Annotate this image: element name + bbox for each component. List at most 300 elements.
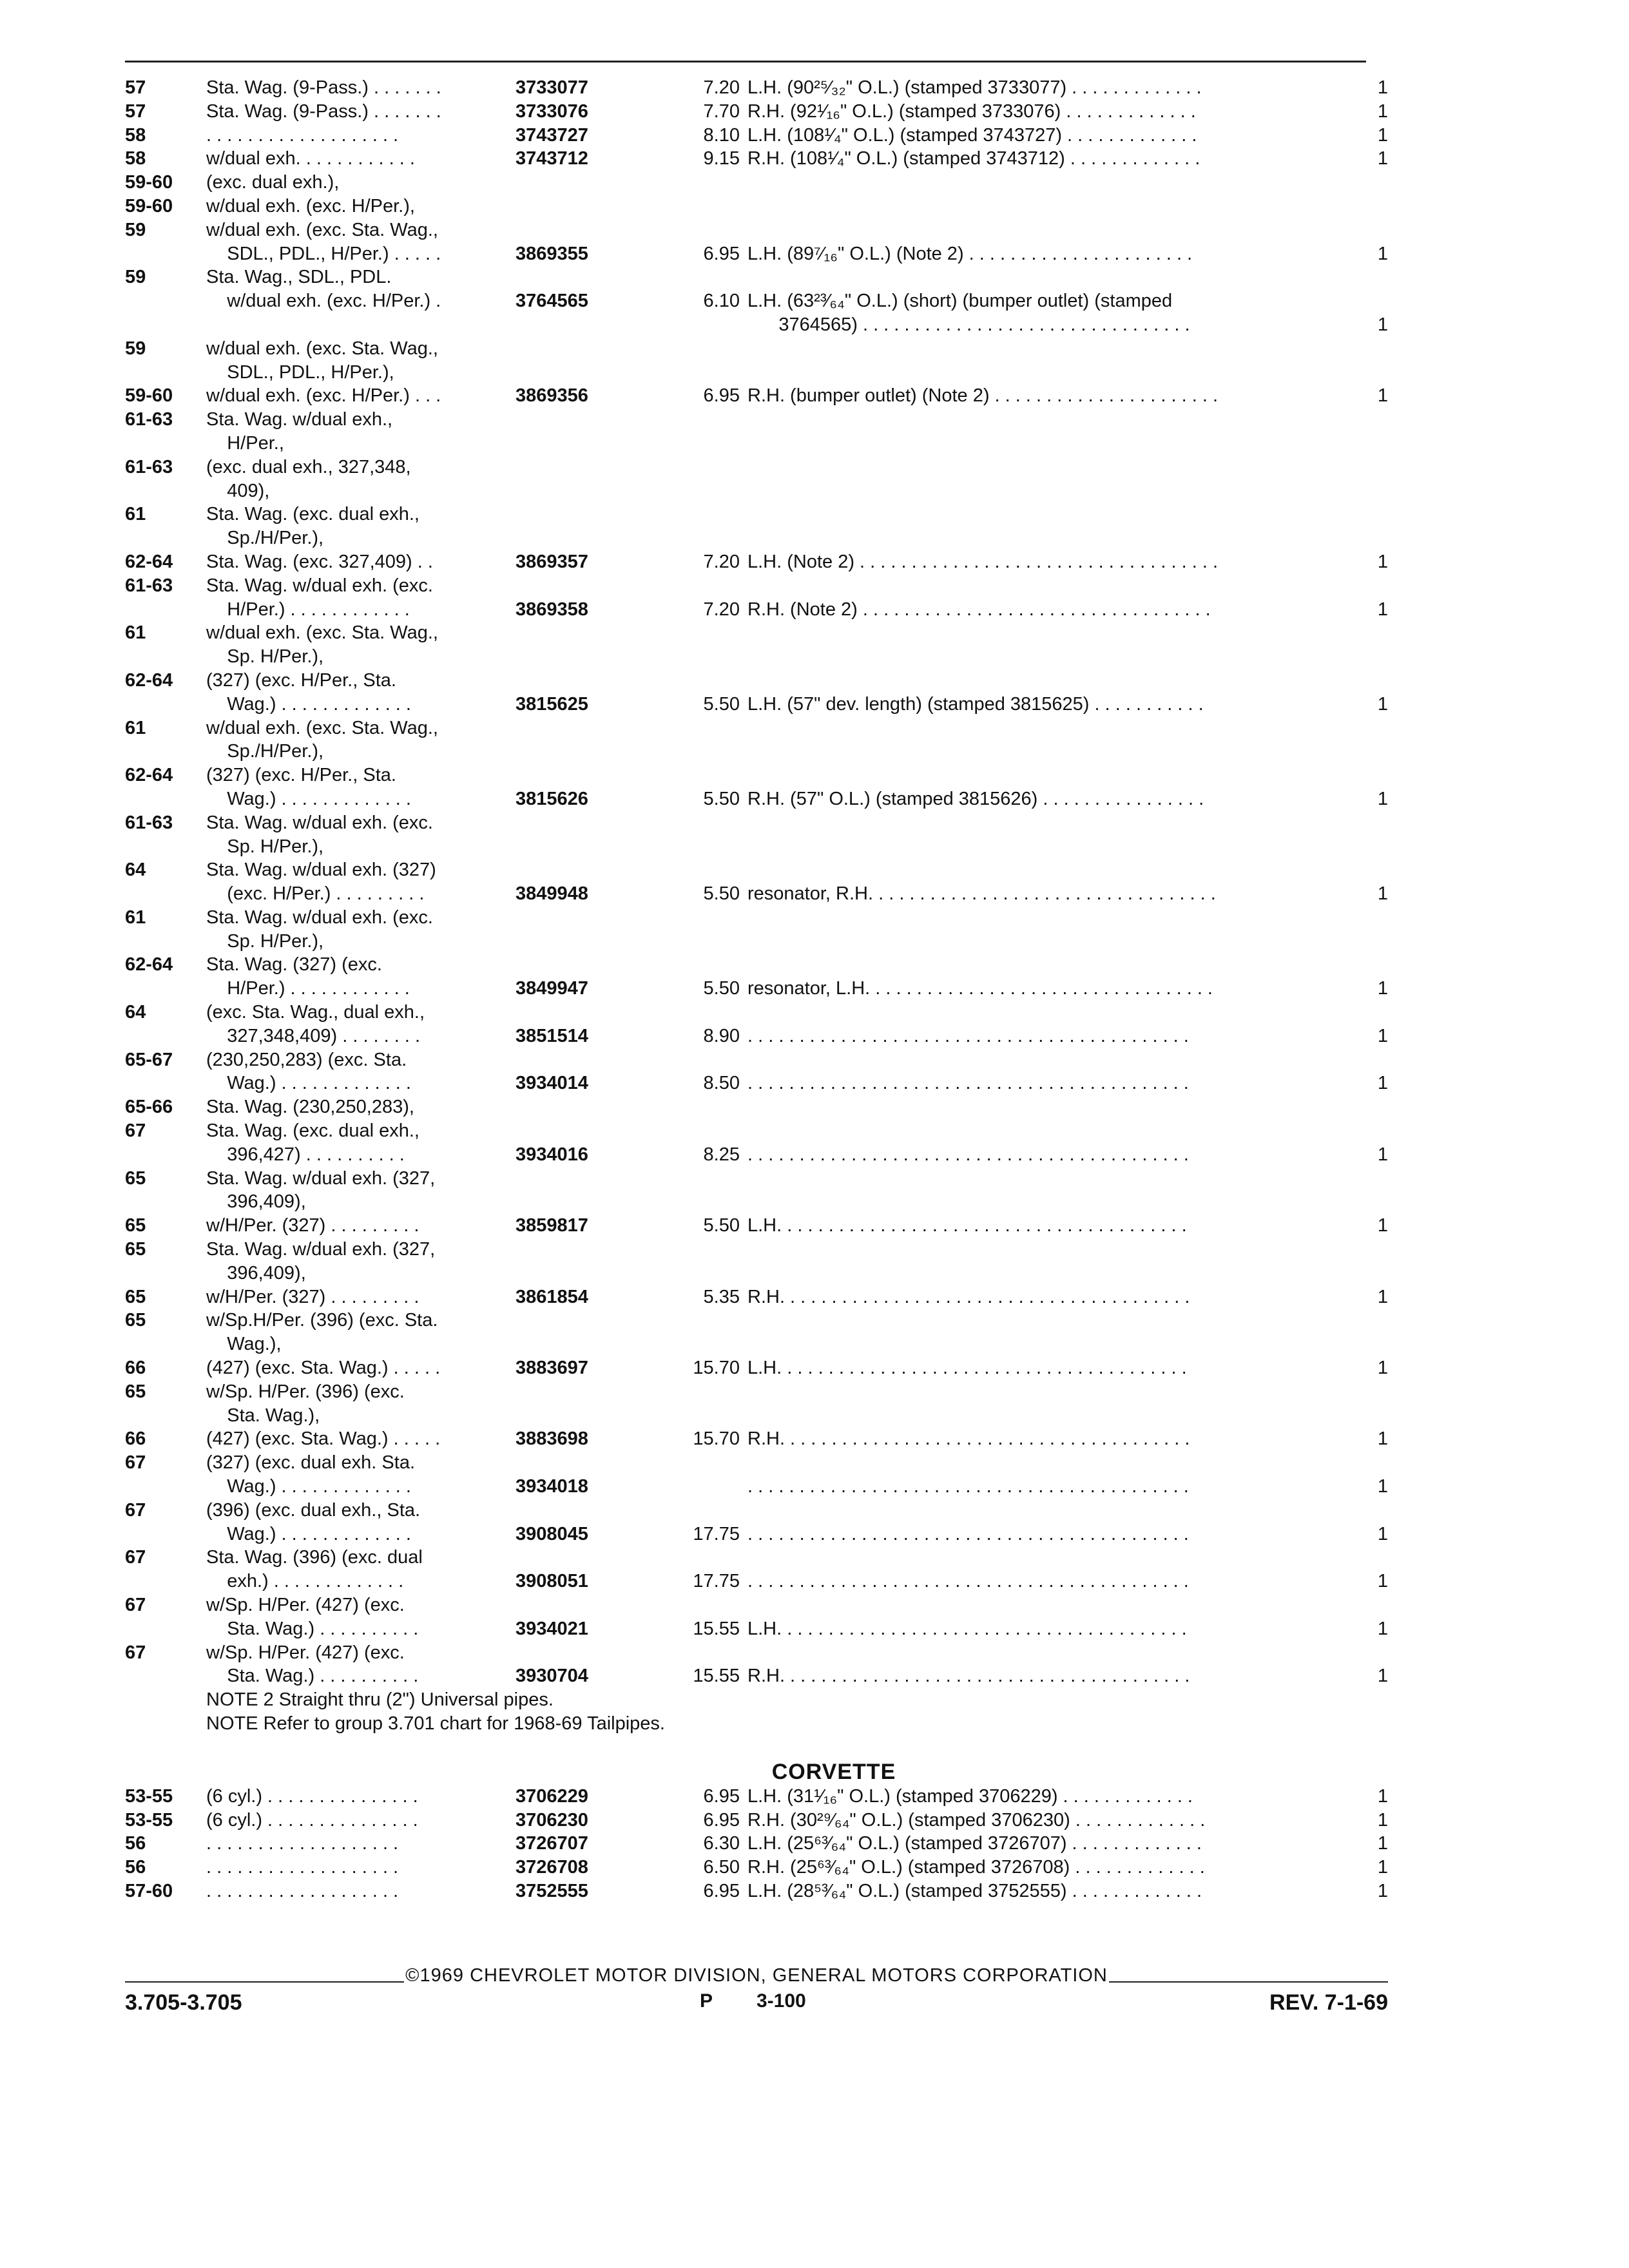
price-cell [644,906,747,930]
model-cell: Sp. H/Per.), [206,646,324,668]
part-number-cell: 3861854 [516,1286,588,1307]
table-row [125,503,1388,526]
price-cell: 7.70 [703,101,740,122]
table-row [125,835,1388,859]
quantity-cell: 1 [1377,1025,1388,1046]
table-row [125,1238,1388,1262]
year-cell [125,432,206,456]
table-row [125,171,1388,195]
price-cell [644,1262,747,1285]
quantity-cell [1366,526,1388,550]
description-cell [747,1119,1366,1143]
model-cell: H/Per.) . . . . . . . . . . . . [206,599,410,620]
description-cell: R.H. . . . . . . . . . . . . . . . . . . . . . . . . . . . . . . . . . . . . . . . [747,1428,1190,1450]
price-cell [644,265,747,289]
year-cell: 57-60 [125,1880,173,1901]
description-cell [747,764,1366,787]
description-cell [747,503,1366,526]
table-row [125,526,1388,550]
table-row [125,1617,1388,1641]
description-cell: . . . . . . . . . . . . . . . . . . . . . . . . . . . . . . . . . . . . . . . . . . . [747,1523,1189,1544]
quantity-cell [1366,1095,1388,1119]
year-cell [125,313,206,337]
part-number-cell [516,1499,644,1523]
part-number-cell: 3706230 [516,1809,588,1831]
table-row [125,669,1388,693]
model-cell: (6 cyl.) . . . . . . . . . . . . . . . [206,1809,418,1831]
price-cell: 17.75 [693,1523,740,1544]
year-cell [125,1664,206,1688]
model-cell: w/Sp.H/Per. (396) (exc. Sta. [206,1310,438,1331]
price-cell [644,503,747,526]
part-number-cell [516,1095,644,1119]
description-cell [747,195,1366,218]
price-cell [644,1001,747,1024]
part-number-cell [516,930,644,954]
price-cell [644,1167,747,1191]
model-cell: Sta. Wag. (230,250,283), [206,1097,414,1118]
description-cell [747,1238,1366,1262]
table-row [125,1570,1388,1593]
quantity-cell [1366,930,1388,954]
year-cell: 56 [125,1857,146,1878]
part-number-cell [516,503,644,526]
table-row [125,265,1388,289]
quantity-cell [1366,740,1388,764]
quantity-cell [1366,716,1388,740]
year-cell [125,1190,206,1214]
price-cell: 8.10 [703,124,740,146]
description-cell [747,953,1366,977]
part-number-cell [516,621,644,645]
year-cell [125,479,206,503]
description-cell: L.H. (89⁷⁄₁₆" O.L.) (Note 2) . . . . . . . . . . . . . . . . . . . . . . [747,243,1193,264]
model-cell: 327,348,409) . . . . . . . . [206,1025,421,1046]
part-number-cell: 3815625 [516,693,588,715]
quantity-cell: 1 [1377,1428,1388,1450]
year-cell: 66 [125,1428,146,1450]
description-cell: . . . . . . . . . . . . . . . . . . . . . . . . . . . . . . . . . . . . . . . . . . . [747,1144,1189,1165]
quantity-cell [1366,337,1388,361]
description-cell: L.H. . . . . . . . . . . . . . . . . . . . . . . . . . . . . . . . . . . . . . . . [747,1618,1187,1639]
model-cell: (396) (exc. dual exh., Sta. [206,1499,421,1521]
part-number-cell: 3908051 [516,1571,588,1592]
model-cell: (exc. dual exh., 327,348, [206,456,411,477]
table-row [125,1262,1388,1285]
quantity-cell [1366,764,1388,787]
quantity-cell: 1 [1377,243,1388,264]
model-cell: . . . . . . . . . . . . . . . . . . . [206,1880,399,1901]
quantity-cell: 1 [1377,1857,1388,1878]
price-cell [644,526,747,550]
part-number-cell [516,835,644,859]
price-cell: 7.20 [703,599,740,620]
part-number-cell [516,764,644,787]
quantity-cell [1366,1593,1388,1617]
table-row [125,1641,1388,1665]
table-row [125,1475,1388,1499]
part-number-cell [516,1262,644,1285]
table-row [125,693,1388,716]
model-cell: Wag.) . . . . . . . . . . . . . [206,1476,411,1497]
part-number-cell [516,195,644,218]
price-cell: 6.95 [703,243,740,264]
model-cell: SDL., PDL., H/Per.) . . . . . [206,243,441,264]
part-number-cell [516,1238,644,1262]
year-cell: 57 [125,77,146,98]
description-cell [747,1309,1366,1332]
price-cell [644,716,747,740]
model-cell: (exc. dual exh.), [206,172,340,193]
part-number-cell: 3908045 [516,1523,588,1544]
table-row [125,1879,1388,1903]
model-cell: (6 cyl.) . . . . . . . . . . . . . . . [206,1785,418,1807]
quantity-cell: 1 [1377,1523,1388,1544]
description-cell [747,669,1366,693]
model-cell: . . . . . . . . . . . . . . . . . . . [206,1857,399,1878]
description-cell: . . . . . . . . . . . . . . . . . . . . . . . . . . . . . . . . . . . . . . . . . . . [747,1073,1189,1094]
year-cell: 62-64 [125,669,173,691]
footer-rule-right [1109,1981,1388,1983]
part-number-cell [516,1641,644,1665]
quantity-cell [1366,432,1388,456]
description-cell: R.H. (30²⁹⁄₆₄" O.L.) (stamped 3706230) . . . . . . . . . . . . . [747,1809,1206,1831]
description-cell [747,858,1366,882]
table-row [125,1309,1388,1332]
description-cell [747,574,1366,598]
price-cell: 5.50 [703,693,740,715]
model-cell: Sta. Wag. w/dual exh., [206,409,393,430]
year-cell [125,882,206,906]
table-row [125,977,1388,1001]
part-number-cell [516,1048,644,1072]
part-number-cell [516,1332,644,1356]
description-cell: R.H. . . . . . . . . . . . . . . . . . . . . . . . . . . . . . . . . . . . . . . . [747,1286,1190,1307]
price-cell: 15.55 [693,1618,740,1639]
part-number-cell [516,1593,644,1617]
model-cell: w/dual exh. (exc. Sta. Wag., [206,622,438,644]
part-number-cell: 3851514 [516,1025,588,1046]
price-cell [644,835,747,859]
table-row [125,930,1388,954]
year-cell: 56 [125,1833,146,1854]
price-cell: 17.75 [693,1571,740,1592]
description-cell: L.H. (Note 2) . . . . . . . . . . . . . . . . . . . . . . . . . . . . . . . . . . . [747,551,1218,572]
description-cell: R.H. (Note 2) . . . . . . . . . . . . . . . . . . . . . . . . . . . . . . . . . . [747,599,1211,620]
part-number-cell [516,645,644,669]
price-cell [644,858,747,882]
description-cell [747,1167,1366,1191]
quantity-cell: 1 [1377,1286,1388,1307]
year-cell: 62-64 [125,551,173,572]
quantity-cell [1366,953,1388,977]
group-number: 3.705-3.705 [125,1990,242,2015]
model-cell: w/H/Per. (327) . . . . . . . . . [206,1286,419,1307]
table-row [125,1167,1388,1191]
model-cell: Sta. Wag. w/dual exh. (327) [206,860,436,881]
quantity-cell: 1 [1377,1571,1388,1592]
year-cell: 65 [125,1168,146,1189]
part-number-cell: 3764565 [516,291,588,312]
note-row [125,1688,1388,1712]
table-row [125,1356,1388,1380]
quantity-cell: 1 [1377,693,1388,715]
quantity-cell: 1 [1377,148,1388,169]
description-cell [747,645,1366,669]
description-cell [747,456,1366,479]
part-number-cell: 3849947 [516,978,588,999]
table-row [125,432,1388,456]
year-cell [125,1617,206,1641]
model-cell: 396,427) . . . . . . . . . . [206,1144,405,1165]
part-number-cell [516,574,644,598]
table-row [125,479,1388,503]
description-cell: L.H. (57" dev. length) (stamped 3815625) . . . . . . . . . . . [747,693,1204,715]
table-row [125,242,1388,266]
price-cell [644,1380,747,1404]
year-cell: 61-63 [125,456,173,477]
year-cell: 64 [125,860,146,881]
table-row [125,1809,1388,1832]
quantity-cell [1366,858,1388,882]
quantity-cell [1366,408,1388,432]
year-cell: 53-55 [125,1809,173,1831]
table-row [125,882,1388,906]
part-number-cell: 3752555 [516,1880,588,1901]
model-cell: w/dual exh. . . . . . . . . . . . [206,148,415,169]
parts-table [125,76,1388,1903]
description-cell [747,811,1366,835]
quantity-cell [1366,289,1388,313]
description-cell: R.H. (57" O.L.) (stamped 3815626) . . . . . . . . . . . . . . . . [747,788,1204,809]
quantity-cell [1366,1048,1388,1072]
description-cell: R.H. . . . . . . . . . . . . . . . . . . . . . . . . . . . . . . . . . . . . . . . [747,1666,1190,1687]
table-row [125,1856,1388,1879]
quantity-cell [1366,811,1388,835]
part-number-cell [516,669,644,693]
year-cell: 65 [125,1239,146,1260]
description-cell [747,479,1366,503]
part-number-cell: 3733077 [516,77,588,98]
model-cell: Sta. Wag. (9-Pass.) . . . . . . . [206,77,441,98]
model-cell: Sta. Wag. w/dual exh. (exc. [206,907,433,928]
table-row [125,787,1388,811]
table-row [125,313,1388,337]
price-cell: 6.95 [703,1785,740,1807]
description-cell [747,1451,1366,1475]
description-cell [747,1641,1366,1665]
part-number-cell [516,1546,644,1570]
description-cell: L.H. (28⁵³⁄₆₄" O.L.) (stamped 3752555) . . . . . . . . . . . . . [747,1880,1202,1901]
year-cell: 61-63 [125,409,173,430]
year-cell: 53-55 [125,1785,173,1807]
part-number-cell [516,361,644,385]
part-number-cell: 3883698 [516,1428,588,1450]
copyright: ©1969 CHEVROLET MOTOR DIVISION, GENERAL MOTORS CORPORATION [405,1965,1108,1986]
model-cell: Sta. Wag. w/dual exh. (327, [206,1168,436,1189]
quantity-cell: 1 [1377,385,1388,407]
price-cell [644,1309,747,1332]
price-cell [644,432,747,456]
table-row [125,337,1388,361]
quantity-cell [1366,171,1388,195]
price-cell [644,1190,747,1214]
table-row [125,1499,1388,1523]
quantity-cell: 1 [1377,101,1388,122]
year-cell: 59-60 [125,385,173,407]
quantity-cell [1366,1641,1388,1665]
price-cell [644,479,747,503]
quantity-cell: 1 [1377,1666,1388,1687]
model-cell: w/Sp. H/Per. (427) (exc. [206,1642,405,1663]
price-cell [644,313,747,337]
note-refer: NOTE Refer to group 3.701 chart for 1968-69 Tailpipes. [206,1713,665,1734]
table-row [125,1546,1388,1570]
model-cell: Sta. Wag.), [206,1405,320,1426]
part-number-cell [516,337,644,361]
model-cell: Sta. Wag. (exc. 327,409) . . [206,551,433,572]
part-number-cell: 3869358 [516,599,588,620]
model-cell: Sta. Wag. (9-Pass.) . . . . . . . [206,101,441,122]
description-cell [747,337,1366,361]
quantity-cell: 1 [1377,314,1388,335]
quantity-cell [1366,621,1388,645]
description-cell [747,835,1366,859]
description-cell: L.H. (108¹⁄₄" O.L.) (stamped 3743727) . . . . . . . . . . . . . [747,124,1197,146]
table-row [125,195,1388,218]
price-cell [644,1499,747,1523]
price-cell: 8.25 [703,1144,740,1165]
table-row [125,1048,1388,1072]
year-cell: 67 [125,1120,146,1142]
price-cell [644,337,747,361]
price-cell [644,1593,747,1617]
model-cell: exh.) . . . . . . . . . . . . . [206,1571,404,1592]
year-cell [125,1143,206,1167]
revision-date: REV. 7-1-69 [1269,1990,1388,2015]
model-cell: Sta. Wag.) . . . . . . . . . . [206,1666,419,1687]
price-cell [644,740,747,764]
part-number-cell [516,740,644,764]
part-number-cell: 3934016 [516,1144,588,1165]
year-cell: 58 [125,148,146,169]
model-cell: (427) (exc. Sta. Wag.) . . . . . [206,1428,441,1450]
description-cell [747,906,1366,930]
quantity-cell: 1 [1377,77,1388,98]
price-cell: 6.95 [703,1809,740,1831]
part-number-cell: 3934021 [516,1618,588,1639]
price-cell: 5.50 [703,788,740,809]
year-cell [125,526,206,550]
price-cell: 7.20 [703,77,740,98]
quantity-cell [1366,1546,1388,1570]
model-cell: 409), [206,480,270,501]
table-row [125,1143,1388,1167]
table-row [125,1119,1388,1143]
table-row [125,858,1388,882]
part-number-cell [516,265,644,289]
quantity-cell: 1 [1377,978,1388,999]
footer-rule-left [125,1981,404,1983]
year-cell: 65-67 [125,1049,173,1070]
quantity-cell [1366,574,1388,598]
part-number-cell: 3849948 [516,883,588,905]
table-row [125,1072,1388,1095]
year-cell: 59 [125,338,146,359]
year-cell [125,1475,206,1499]
copyright-line [125,1965,1388,1986]
table-row [125,621,1388,645]
model-cell: SDL., PDL., H/Per.), [206,361,394,383]
quantity-cell [1366,1332,1388,1356]
part-number-cell [516,456,644,479]
year-cell: 67 [125,1642,146,1663]
year-cell: 61 [125,907,146,928]
price-cell: 15.70 [693,1358,740,1379]
model-cell: (230,250,283) (exc. Sta. [206,1049,407,1070]
table-row [125,716,1388,740]
description-cell: L.H. (90²⁵⁄₃₂" O.L.) (stamped 3733077) . . . . . . . . . . . . . [747,77,1202,98]
part-number-cell [516,1309,644,1332]
model-cell: Sta. Wag.) . . . . . . . . . . [206,1618,419,1639]
price-cell: 6.50 [703,1857,740,1878]
description-cell [747,171,1366,195]
year-cell [125,645,206,669]
year-cell: 62-64 [125,765,173,786]
price-cell [644,1332,747,1356]
price-cell [644,621,747,645]
description-cell [747,1404,1366,1428]
part-number-cell [516,1190,644,1214]
corvette-rows [125,1785,1388,1903]
quantity-cell [1366,835,1388,859]
price-cell [644,1238,747,1262]
quantity-cell: 1 [1377,1215,1388,1236]
price-cell [644,361,747,385]
description-cell [747,1499,1366,1523]
quantity-cell [1366,1001,1388,1024]
year-cell: 64 [125,1002,146,1023]
description-cell: 3764565) . . . . . . . . . . . . . . . . . . . . . . . . . . . . . . . . [747,314,1190,335]
model-cell: . . . . . . . . . . . . . . . . . . . [206,124,399,146]
description-cell [747,526,1366,550]
year-cell: 59 [125,219,146,240]
model-cell: 396,409), [206,1262,306,1283]
quantity-cell [1366,1262,1388,1285]
model-cell: Sta. Wag. w/dual exh. (exc. [206,812,433,833]
year-cell [125,1570,206,1593]
year-cell [125,787,206,811]
table-row [125,1785,1388,1809]
description-cell: L.H. (63²³⁄₆₄" O.L.) (short) (bumper outlet) (stamped [747,291,1173,312]
price-cell: 8.90 [703,1025,740,1046]
description-cell [747,1380,1366,1404]
price-cell [644,1095,747,1119]
year-cell [125,835,206,859]
price-cell [644,1048,747,1072]
quantity-cell: 1 [1377,599,1388,620]
part-number-cell: 3883697 [516,1358,588,1379]
part-number-cell [516,906,644,930]
description-cell: L.H. . . . . . . . . . . . . . . . . . . . . . . . . . . . . . . . . . . . . . . . [747,1358,1187,1379]
part-number-cell [516,716,644,740]
year-cell [125,361,206,385]
description-cell [747,716,1366,740]
year-cell: 66 [125,1358,146,1379]
description-cell: R.H. (108¹⁄₄" O.L.) (stamped 3743712) . . . . . . . . . . . . . [747,148,1200,169]
model-cell: Sta. Wag. (396) (exc. dual [206,1547,423,1568]
part-number-cell [516,432,644,456]
